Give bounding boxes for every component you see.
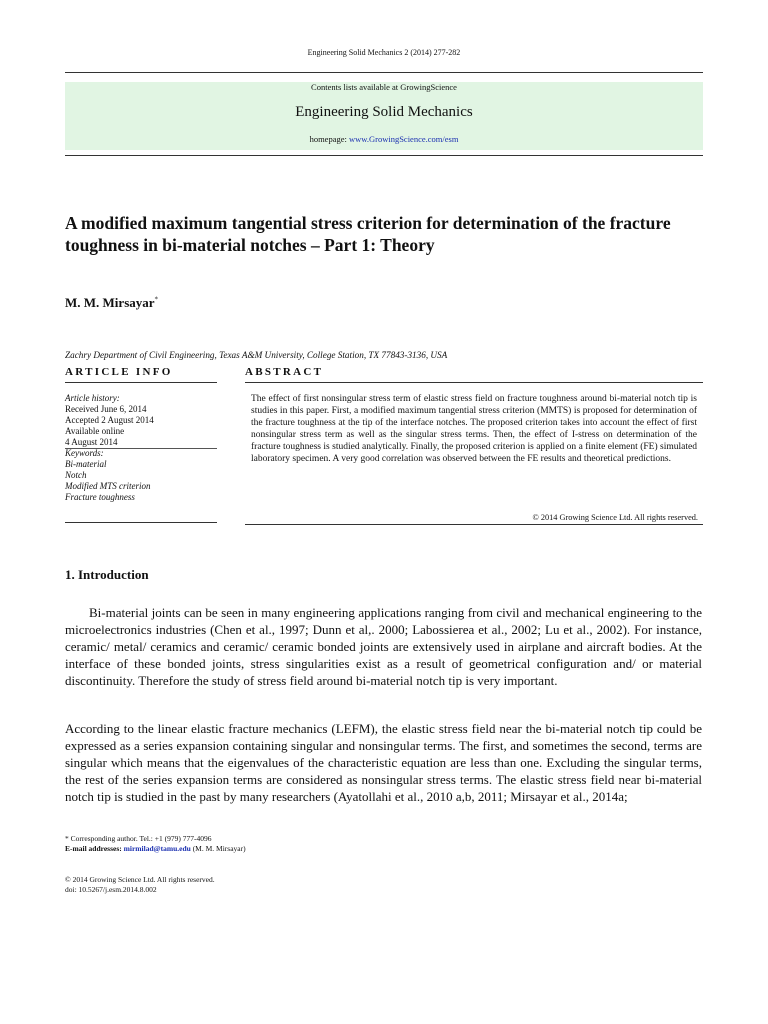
doi: doi: 10.5267/j.esm.2014.8.002: [65, 885, 157, 894]
author: [65, 295, 158, 311]
section-heading: 1. Introduction: [65, 567, 149, 582]
journal-title: Engineering Solid Mechanics: [295, 104, 473, 120]
history-accepted: Accepted 2 August 2014: [65, 415, 154, 425]
history-date: 4 August 2014: [65, 437, 118, 447]
email-link[interactable]: mirmilad@tamu.edu: [123, 844, 191, 853]
abstract-rule-bottom: [245, 524, 703, 525]
corresponding-author: * Corresponding author. Tel.: +1 (979) 777-4096: [65, 834, 212, 843]
running-head: Engineering Solid Mechanics 2 (2014) 277-282: [307, 48, 461, 57]
abstract-heading: ABSTRACT: [245, 366, 324, 378]
abstract-copyright: © 2014 Growing Science Ltd. All rights reserved.: [532, 513, 698, 522]
author-mark: *: [154, 295, 159, 304]
article-info-rule-bottom: [65, 522, 217, 523]
header-rule-top: [65, 72, 703, 73]
affiliation: Zachry Department of Civil Engineering, Texas A&M University, College Station, TX 77843-3136, USA: [65, 350, 448, 360]
author-name: M. M. Mirsayar: [65, 295, 155, 310]
keywords-label: Keywords:: [65, 448, 104, 458]
email-line: [65, 844, 246, 854]
abstract-rule: [245, 382, 703, 383]
homepage-link[interactable]: www.GrowingScience.com/esm: [348, 134, 459, 144]
intro-paragraph-1: Bi-material joints can be seen in many engineering applications ranging from civil and mechanical engineering to the microelectronics industries (Chen et al., 1997; Dunn et al,. 2000; Labossierea et al., 2002; Lu et al., 2002). For instance, ceramic/ metal/ ceramics and ceramic/ ceramic bonded joints are extensively used in airplane and aircraft bodies. At the interface of these bonded joints, stress singularities exist as a result of geometrical configuration and/ or material discontinuity. Therefore the study of stress field around bi-material notch tip is very important.: [65, 605, 702, 689]
history-available: Available online: [65, 426, 125, 436]
header-rule-bottom: [65, 155, 703, 156]
keyword: Modified MTS criterion: [65, 481, 151, 491]
email-owner: (M. M. Mirsayar): [190, 844, 246, 853]
homepage-line: [65, 134, 703, 144]
email-label: E-mail addresses:: [65, 844, 124, 853]
keyword: Fracture toughness: [65, 492, 135, 502]
contents-line: Contents lists available at GrowingScience: [311, 82, 457, 92]
history-label: Article history:: [65, 393, 120, 403]
history-received: Received June 6, 2014: [65, 404, 147, 414]
keywords-rule: [65, 448, 217, 449]
homepage-label: homepage:: [309, 134, 349, 144]
keyword: Bi-material: [65, 459, 107, 469]
footer-copyright: © 2014 Growing Science Ltd. All rights reserved.: [65, 875, 215, 884]
article-title: A modified maximum tangential stress criterion for determination of the fracture toughness in bi-material notches – Part 1: Theory: [65, 213, 671, 255]
article-info-rule: [65, 382, 217, 383]
abstract-text: The effect of first nonsingular stress term of elastic stress field on fracture toughness around bi-material notch tip is studies in this paper. First, a modified maximum tangential stress criterion (MMTS) is proposed for determination of the fracture toughness at the tip of the interface notches. The proposed criterion takes into account the effect of first nonsingular stress term as well as the singular stress terms. Then, the effect of I-stress on determination of the fracture toughness is studied analytically. Finally, the proposed criterion is applied on a finite element (FE) simulated laboratory specimen. A very good correlation was observed between the FE results and theoretical predictions.: [251, 394, 697, 464]
keyword: Notch: [65, 470, 87, 480]
article-info-heading: ARTICLE INFO: [65, 366, 173, 378]
intro-paragraph-2: According to the linear elastic fracture mechanics (LEFM), the elastic stress field near the bi-material notch tip could be expressed as a series expansion containing singular and nonsingular terms. The first, and sometimes the second, terms are singular which means that the eigenvalues of the characteristic equation are less than one. Excluding the singular terms, the rest of the series expansion terms are considered as nonsingular stress terms. The elastic stress field near bi-material notch tip is studied in the past by many researchers (Ayatollahi et al., 2010 a,b, 2011; Mirsayar et al., 2014a;: [65, 721, 702, 805]
